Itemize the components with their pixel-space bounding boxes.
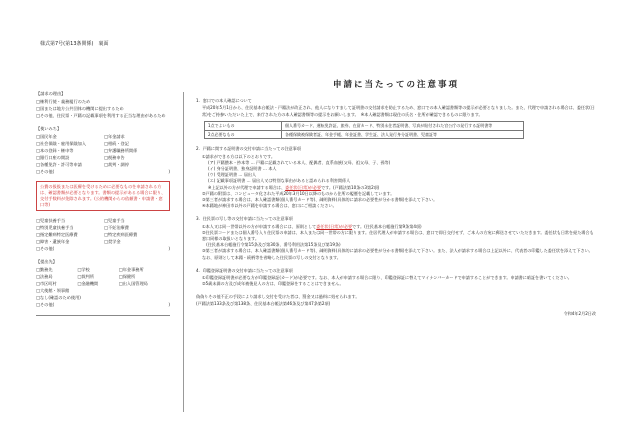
table-row (205, 121, 524, 130)
form-number-label: 様式第7号(第13条関係) 裏面 (40, 41, 109, 47)
destination-option[interactable]: □勤務先 (36, 267, 53, 272)
section-3-text: ①本人又は同一世帯以外の方が申請する場合には、原則として (202, 223, 317, 229)
usage-section (36, 125, 170, 175)
usage-option[interactable]: □国民年金 (36, 134, 57, 139)
table-cell-header: 2点必要なもの (205, 130, 282, 139)
reason-title: 【請求の理由】 (36, 91, 66, 96)
exempt-option[interactable]: □特定疾病医療費 (104, 232, 138, 237)
destination-option[interactable]: □金融機関 (77, 281, 99, 286)
section-2-item: ②戸籍の附票は、コンピュータ化された平成20年3月10日以降のものから住所の履歴を記載しています。 (202, 190, 395, 196)
reason-option[interactable]: □国または地方公共団体の機関に提出するため (36, 106, 124, 111)
section-4-item: ②5歳未満の方及び成年被後見人の方は、印鑑登録をすることはできません。 (202, 281, 344, 287)
usage-option[interactable]: □社会保険・雇用保険加入 (36, 141, 87, 146)
section-2-item: ①請求ができる方は以下のとおりです。 (202, 153, 275, 159)
exempt-option[interactable]: □奨学金 (104, 239, 121, 244)
usage-other-option[interactable]: □その他( (36, 169, 55, 174)
destination-other-option[interactable]: □その他( (36, 302, 55, 307)
exempt-option[interactable]: □特別児童扶養手当 (36, 225, 74, 230)
table-cell: 各種保険被保険者証、年金手帳、年金証書、学生証、法人発行身分証明書、児童証等 (282, 130, 524, 139)
usage-option[interactable]: □銀行口座の開設 (36, 155, 70, 160)
table-cell-header: 1点でよいもの (205, 121, 282, 130)
usage-option[interactable]: □弁護職務所関係 (104, 148, 138, 153)
revision-date: 令和4年2月2日改 (563, 310, 596, 316)
exempt-option[interactable]: □不妊治療費 (104, 225, 129, 230)
destination-option[interactable]: □市区町村 (36, 281, 57, 286)
destination-option[interactable]: □裁判所 (77, 274, 94, 279)
destination-title: 【提出先】 (36, 259, 57, 264)
destination-option[interactable]: □法務局 (36, 274, 53, 279)
section-2-item: ④本籍地が神田市以外の戸籍を申請する場合は、窓口にご相談ください。 (202, 203, 337, 209)
usage-option[interactable]: □相続・登記 (104, 141, 129, 146)
section-1 (196, 98, 596, 139)
destination-option[interactable]: □大使館・領事館 (36, 288, 70, 293)
section-4 (196, 268, 596, 288)
id-documents-table (204, 121, 524, 140)
section-2 (196, 146, 596, 209)
reason-option[interactable]: □その他、住民票・戸籍の記載事項を利用する正当な理由があるため (36, 113, 166, 118)
destination-option[interactable]: □出入国管理局 (118, 281, 148, 286)
section-3-item: ②住民票コードまたは個人番号入り住民票の申請は、本人または同一世帯の方に限ります。住居代理人が申請する場合は、窓口で即日交付せず、ご本人の方宛に郵送させていただきます。委任状も日常を経た場合も窓口同様の取扱いとなります。 (202, 229, 594, 242)
section-3-heading: 3．住民票の写し等の交付申請に当たっての注意事項 (196, 216, 293, 222)
usage-option[interactable]: □年金請求 (104, 134, 125, 139)
notes-column (196, 82, 596, 317)
usage-option[interactable]: □各種免許・許可等申請 (36, 162, 82, 167)
section-1-heading: 1．窓口での本人確認について (196, 98, 252, 104)
exempt-other-option[interactable]: □その他( (36, 246, 55, 251)
page-title: 申請に当たっての注意事項 (332, 80, 459, 90)
left-column (36, 90, 170, 322)
section-2-heading: 2．戸籍に関する証明書の交付申請に当たっての注意事項 (196, 146, 301, 152)
exempt-option[interactable]: □障害・遺族年金 (36, 239, 70, 244)
usage-option[interactable]: □裁判・調停 (104, 162, 129, 167)
table-cell: 個人番号カード、運転免許証、旅券、在留カード、特別永住者証明書、写真が貼付された官公庁の発行する証明書等 (282, 121, 524, 130)
section-2-subitem: (ア) 戸籍謄本・抄本等 … 戸籍に記載されている本人、配偶者、直系血族(父母、祖父母、子、孫等) (208, 159, 391, 165)
usage-option[interactable]: □本の登録・権申等 (36, 148, 74, 153)
section-2-subitem: (エ) 記載事項証明書 … 届出人又は特別な事由があると認められる利害関係人 (208, 178, 351, 184)
usage-other-close: ) (168, 169, 170, 174)
section-2-subitem: (ウ) 受理証明書 … 届出人 (208, 172, 257, 178)
section-4-heading: 4．印鑑登録証明書の交付申請に当たっての注意事項 (196, 267, 293, 273)
section-3-item: ③第三者が請求する場合は、本人確認書類(個人番号カード等)、疎明資料(具体的に請求の必要性が分かる書類)を添えて下さい。また、法人が請求する場合は上記以外に、代表者の印鑑した委任状を添えて下さい。なお、原則として本籍・続柄等を省略した住民票の写しの交付となります。 (202, 248, 593, 260)
section-3-text-end: です。(住民基本台帳施行第9条第4項) (352, 223, 422, 229)
exempt-other-close: ) (168, 246, 170, 251)
destination-section (36, 258, 170, 316)
section-2-subitem: (イ) 身分証明書、独身証明書 … 本人 (208, 166, 277, 172)
exempt-option[interactable]: □指定難病特定医療費 (36, 232, 78, 237)
table-row (205, 130, 524, 139)
fee-exemption-notice: 公費の扱扱または医療を受けるために必要なものを申請される方は、確認書類が必要となります。書類の提示があるる場合に限り、交付手数料が免除されます。(公的機関からの依頼書・申請書・窓口等) (36, 181, 170, 211)
proxy-note-text-end: です。(戸籍法第10条の3第2項) (321, 184, 380, 190)
power-of-attorney-required: 委任状(日常)が必要 (285, 184, 322, 190)
proxy-note-text: ※上記以外の方が代理で申請する場合は、 (208, 184, 286, 190)
destination-other-line[interactable] (36, 309, 170, 316)
destination-option[interactable]: □学校 (77, 267, 90, 272)
reason-section (36, 90, 170, 119)
penalty-text: 偽偽りその他不正の手段により請求し交付を受けた者は、罰金又は過料に処せられます。 (196, 294, 360, 300)
section-2-item: ③第三者が請求する場合は、本人確認書類(個人番号カード等)、疎明資料(具体的に請求の必要性が分かる書類)を添えて下さい。 (202, 197, 438, 203)
destination-other-close: ) (168, 302, 170, 307)
exempt-option[interactable]: □児童手当 (104, 218, 125, 223)
exempt-section (36, 217, 170, 252)
destination-option[interactable]: □年金事務所 (118, 267, 144, 272)
section-3-item: (住民基本台帳施行令第15条及び第30条、番号利用法第15条及び第19条) (202, 242, 341, 248)
reason-option[interactable]: □権利行使・義務履行のため (36, 99, 91, 104)
power-of-attorney-required: 委任状(日常)が必要 (316, 223, 353, 229)
section-3 (196, 216, 596, 260)
destination-option[interactable]: □保健所 (118, 274, 136, 279)
usage-title: 【使いみち】 (36, 126, 62, 131)
section-4-item: ①印鑑登録証明書が必要な方が印鑑登録証(カード)が必要です。なお、本人が申請する場合に限り、印鑑登録証に替えてマイナンバーカードで申請することができます。申請書に暗証を書いてください。 (202, 275, 572, 281)
penalty-notice (196, 294, 596, 306)
usage-option[interactable]: □税務申告 (104, 155, 125, 160)
column-divider (183, 92, 184, 412)
penalty-law-reference: (戸籍法第133条及び第138条、住民基本台帳法第46条及び第47条第2項) (196, 300, 331, 306)
section-1-text: 平成20年5月1日から、住民基本台帳法・戸籍法が改正され、他人になりすまして証明書の交付請求を防止するため、窓口での本人確認書類等の提示が必要となりました。また、代理で申請される場合は、委任状(日常)をご持参いただいた上で、来庁された方の本人確認書類等の提示をお願いします。 ※本人確認書類は現住の氏名・住所が確認できるものに限ります。 (202, 105, 595, 117)
exempt-option[interactable]: □児童扶養手当 (36, 218, 66, 223)
destination-none-option[interactable]: □なし(確認のため使用) (36, 295, 81, 300)
